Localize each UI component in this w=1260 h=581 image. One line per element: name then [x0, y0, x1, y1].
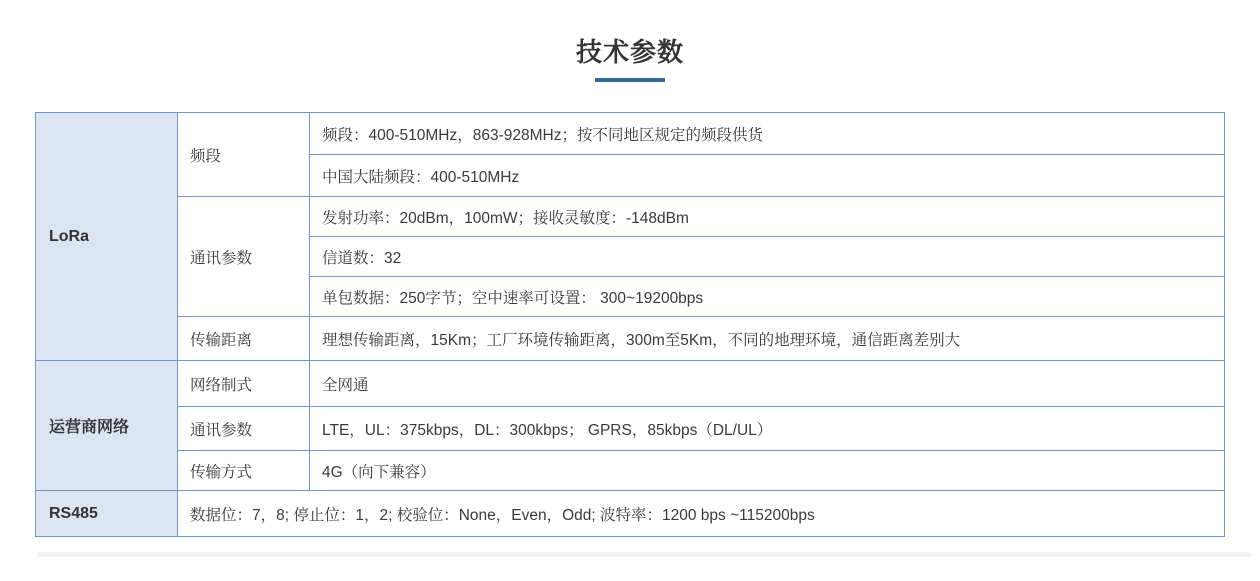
table-row — [36, 407, 1225, 451]
value-band-range: 频段：400-510MHz，863-928MHz；按不同地区规定的频段供货 — [310, 113, 1225, 155]
value-packet-rate: 单包数据：250字节；空中速率可设置： 300~19200bps — [310, 277, 1225, 317]
value-tx-power: 发射功率：20dBm，100mW；接收灵敏度：-148dBm — [310, 197, 1225, 237]
group-label-distance: 传输距离 — [178, 317, 310, 361]
value-lte-gprs: LTE，UL：375kbps，DL：300kbps； GPRS，85kbps（DL/UL） — [310, 407, 1225, 451]
table-row — [36, 197, 1225, 237]
section-label-lora: LoRa — [36, 113, 178, 361]
value-rs485: 数据位：7，8; 停止位：1，2; 校验位：None，Even，Odd; 波特率：1200 bps ~115200bps — [178, 491, 1225, 537]
spec-table — [35, 112, 1225, 537]
page-header — [0, 36, 1260, 82]
value-distance: 理想传输距离，15Km；工厂环境传输距离，300m至5Km，不同的地理环境，通信距离差别大 — [310, 317, 1225, 361]
value-channel-count: 信道数：32 — [310, 237, 1225, 277]
table-row — [36, 317, 1225, 361]
page-title: 技术参数 — [575, 37, 684, 67]
value-band-china: 中国大陆频段：400-510MHz — [310, 155, 1225, 197]
table-row — [36, 361, 1225, 407]
title-underline — [595, 78, 665, 82]
section-label-rs485: RS485 — [36, 491, 178, 537]
group-label-transfer-mode: 传输方式 — [178, 451, 310, 491]
value-transfer-mode: 4G（向下兼容） — [310, 451, 1225, 491]
value-network-standard: 全网通 — [310, 361, 1225, 407]
group-label-carrier-comm: 通讯参数 — [178, 407, 310, 451]
group-label-network-standard: 网络制式 — [178, 361, 310, 407]
group-label-band: 频段 — [178, 113, 310, 197]
table-row — [36, 451, 1225, 491]
group-label-lora-comm: 通讯参数 — [178, 197, 310, 317]
table-row — [36, 491, 1225, 537]
section-label-carrier: 运营商网络 — [36, 361, 178, 491]
bottom-divider — [37, 552, 1252, 557]
table-row — [36, 113, 1225, 155]
